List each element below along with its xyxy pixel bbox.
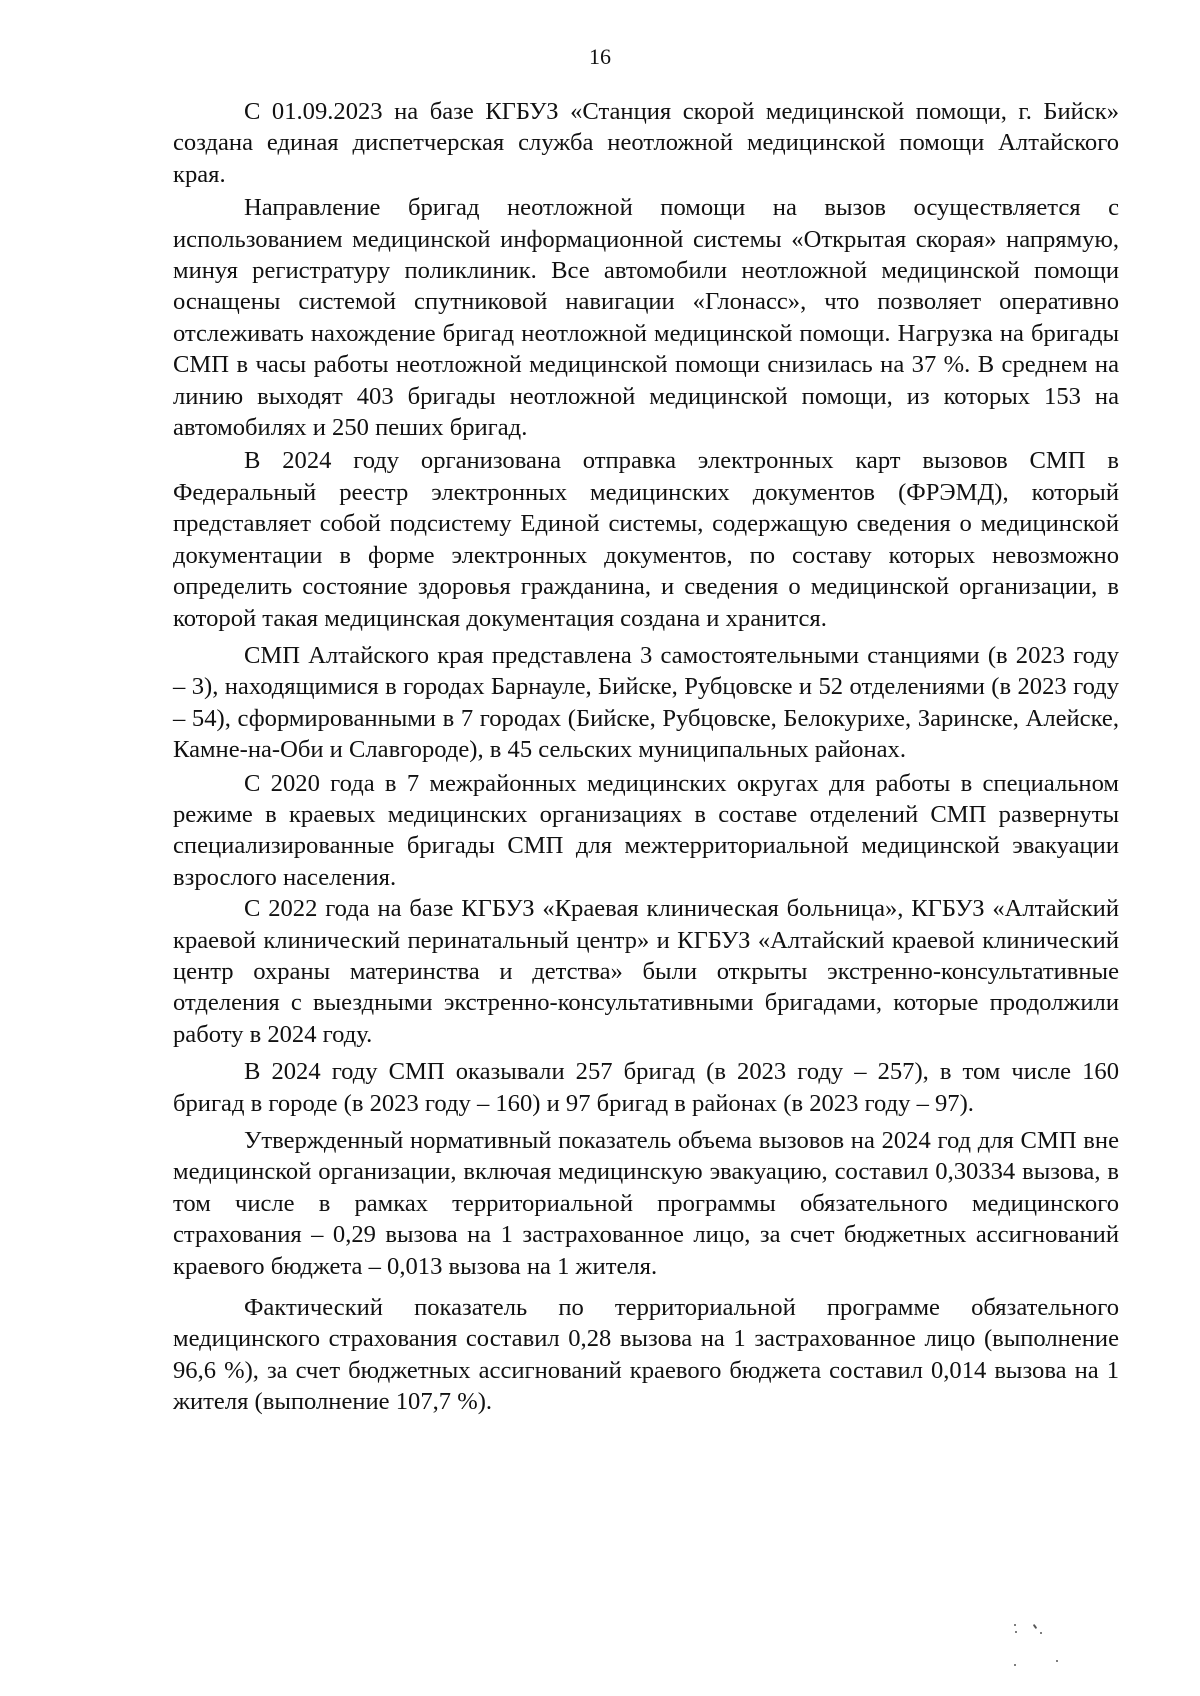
paragraph-actual-indicator: Фактический показатель по территориальной программе обязательного медицинского страхования составил 0,28 вызова на 1 застрахованное лицо (выполнение 96,6 %), за счет бюджетных ассигнований краевого бюджета составил 0,014 вызова на 1 жителя (выполнение 107,7 %). bbox=[173, 1294, 1119, 1416]
paragraph-dispatch-service: С 01.09.2023 на базе КГБУЗ «Станция скорой медицинской помощи, г. Бийск» создана единая диспетчерская служба неотложной медицинской помощи Алтайского края. bbox=[173, 98, 1119, 188]
page-number: 16 bbox=[589, 44, 611, 69]
paragraph-smp-stations: СМП Алтайского края представлена 3 самостоятельными станциями (в 2023 году – 3), находящимися в городах Барнауле, Бийске, Рубцовске и 52 отделениями (в 2023 году – 54), сформированными в 7 городах (Бийске, Рубцовске, Белокурихе, Заринске, Алейске, Камне-на-Оби и Славгороде), в 45 сельских муниципальных районах. bbox=[173, 641, 1119, 764]
paragraph-brigade-counts: В 2024 году СМП оказывали 257 бригад (в 2023 году – 257), в том числе 160 бригад в городе (в 2023 году – 160) и 97 бригад в районах (в 2023 году – 97). bbox=[173, 1058, 1119, 1117]
paragraph-normative-indicator: Утвержденный нормативный показатель объема вызовов на 2024 год для СМП вне медицинской организации, включая медицинскую эвакуацию, составил 0,30334 вызова, в том числе в рамках территориальной программы обязательного медицинского страхования – 0,29 вызова на 1 застрахованное лицо, за счет бюджетных ассигнований краевого бюджета – 0,013 вызова на 1 жителя. bbox=[173, 1127, 1119, 1280]
paragraph-consultative-departments: С 2022 года на базе КГБУЗ «Краевая клиническая больница», КГБУЗ «Алтайский краевой клинический перинатальный центр» и КГБУЗ «Алтайский краевой клинический центр охраны материнства и детства» были открыты экстренно-консультативные отделения с выездными экстренно-консультативными бригадами, которые продолжили работу в 2024 году. bbox=[173, 895, 1119, 1048]
paragraph-fremd-registry: В 2024 году организована отправка электронных карт вызовов СМП в Федеральный реестр электронных медицинских документов (ФРЭМД), который представляет собой подсистему Единой системы, содержащую сведения о медицинской документации в форме электронных документов, по составу которых невозможно определить состояние здоровья гражданина, и сведения о медицинской организации, в которой такая медицинская документация создана и хранится. bbox=[173, 447, 1119, 632]
scan-specks bbox=[1012, 1622, 1072, 1672]
paragraph-emergency-brigades: Направление бригад неотложной помощи на вызов осуществляется с использованием медицинской информационной системы «Открытая скорая» напрямую, минуя регистратуру поликлиник. Все автомобили неотложной медицинской помощи оснащены системой спутниковой навигации «Глонасс», что позволяет оперативно отслеживать нахождение бригад неотложной медицинской помощи. Нагрузка на бригады СМП в часы работы неотложной медицинской помощи снизилась на 37 %. В среднем на линию выходят 403 бригады неотложной медицинской помощи, из которых 153 на автомобилях и 250 пеших бригад. bbox=[173, 194, 1119, 442]
document-body bbox=[173, 96, 1119, 1418]
paragraph-specialized-brigades: С 2020 года в 7 межрайонных медицинских округах для работы в специальном режиме в краевых медицинских организациях в составе отделений СМП развернуты специализированные бригады СМП для межтерриториальной медицинской эвакуации взрослого населения. bbox=[173, 769, 1119, 891]
